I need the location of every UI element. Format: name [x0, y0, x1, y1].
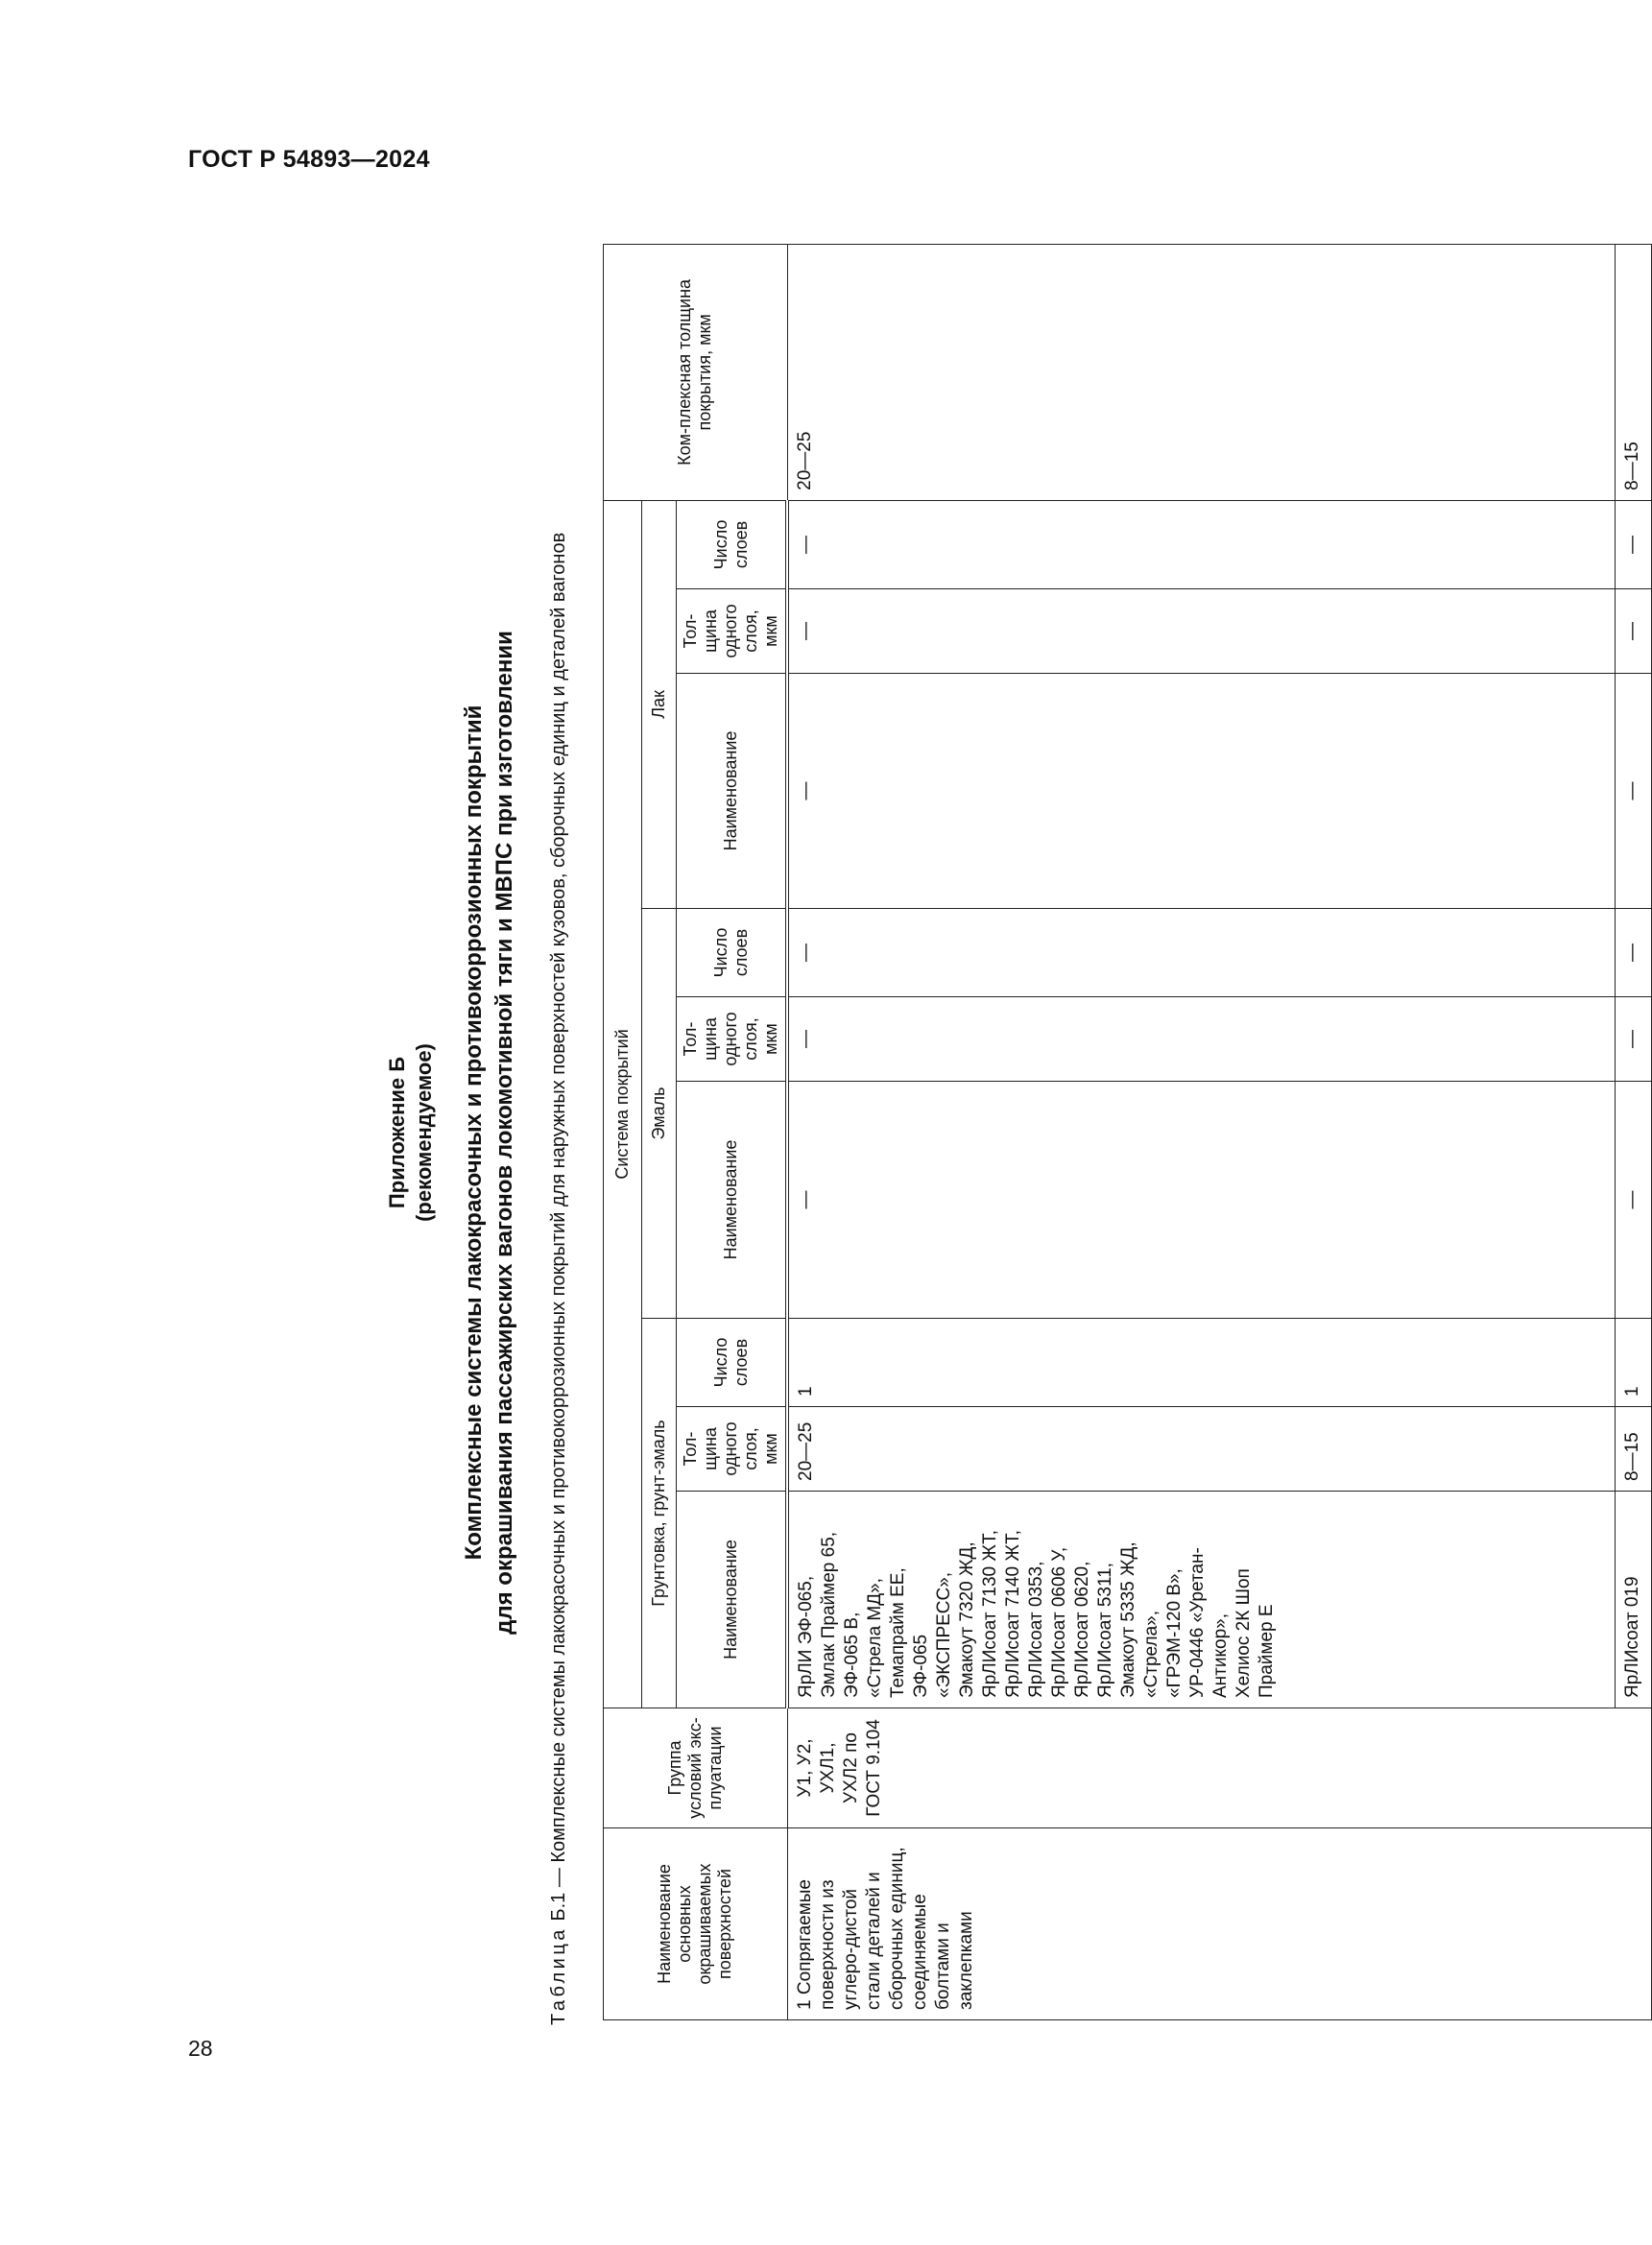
primer-name-item: ЯрЛИсоат 5311,: [1095, 1563, 1115, 1698]
main-title: [459, 240, 520, 2025]
header-total-thickness: Ком-плексная толщина покрытия, мкм: [604, 244, 788, 500]
primer-layers-cell: 1: [787, 1319, 1615, 1407]
appendix-title: Приложение Б: [385, 1056, 409, 1209]
group-cell: У1, У2, УХЛ1, УХЛ2 по ГОСТ 9.104: [787, 1708, 1651, 1828]
lacquer-name-cell: —: [1615, 674, 1651, 909]
primer-name-item: Хелиос 2К Шоп: [1233, 1568, 1254, 1698]
primer-thickness-cell: 20—25: [787, 1407, 1615, 1492]
primer-name-item: Праймер Е: [1257, 1604, 1277, 1698]
table-caption: [547, 240, 570, 2025]
primer-name-item: «ЭКСПРЕСС»,: [934, 1571, 954, 1698]
lacquer-name-cell: —: [787, 674, 1615, 909]
enamel-name-cell: —: [787, 1082, 1615, 1319]
primer-name-item: ЯрЛИсоат 7140 ЖТ,: [1003, 1530, 1023, 1698]
header-system: Система покрытий: [604, 500, 642, 1708]
surface-cell: 1 Сопрягаемые поверхности из углеро-дистой стали деталей и сборочных единиц, соединяемые болтами и заклепками: [787, 1828, 1651, 2020]
enamel-thickness-cell: —: [1615, 997, 1651, 1082]
header-group: Группа условий экс-плуатации: [604, 1708, 788, 1828]
lacquer-layers-cell: —: [1615, 500, 1651, 588]
primer-name-item: Эмакоут 5335 ЖД,: [1118, 1541, 1138, 1698]
table-caption-label: Таблица: [548, 1926, 569, 2025]
total-thickness-cell: 20—25: [787, 244, 1615, 500]
header-surfaces: Наименование основных окрашиваемых поверхностей: [604, 1828, 788, 2020]
lacquer-thickness-cell: —: [1615, 589, 1651, 674]
primer-name-item: «ГРЭМ-120 В»,: [1164, 1568, 1185, 1698]
primer-name-item: Эмакоут 7320 ЖД,: [957, 1541, 977, 1698]
main-title-line-1: Комплексные системы лакокрасочных и противокоррозионных покрытий: [461, 705, 487, 1561]
primer-name-item: ЯрЛИсоат 0353,: [1026, 1561, 1046, 1698]
coating-systems-table: [603, 244, 1652, 2020]
header-lacquer-layers: Число слоев: [677, 500, 788, 588]
table-caption-text: Б.1 — Комплексные системы лакокрасочных и противокоррозионных покрытий для наружных поверхностей кузовов, сборочных единиц и деталей вагонов: [548, 532, 569, 1922]
header-lacquer: Лак: [642, 500, 677, 908]
header-row-1: [604, 244, 642, 2019]
appendix-heading: [384, 240, 438, 2025]
header-enamel-thickness: Тол-щина одного слоя, мкм: [677, 997, 788, 1082]
header-enamel-layers: Число слоев: [677, 909, 788, 997]
primer-name-item: УР-0446 «Уретан-: [1187, 1547, 1208, 1698]
primer-name-item: Антикор»,: [1210, 1613, 1231, 1698]
header-primer-layers: Число слоев: [677, 1319, 788, 1407]
document-code: ГОСТ Р 54893—2024: [188, 146, 430, 173]
primer-name-item: Эмлак Праймер 65,: [819, 1531, 839, 1698]
header-primer-thickness: Тол-щина одного слоя, мкм: [677, 1407, 788, 1492]
enamel-layers-cell: —: [1615, 909, 1651, 997]
landscape-content: [365, 240, 1642, 2025]
primer-name-item: ЯрЛИ ЭФ-065,: [796, 1575, 816, 1698]
page-number: 28: [188, 2036, 213, 2061]
header-primer: Грунтовка, грунт-эмаль: [642, 1319, 677, 1708]
primer-name-item: Темапрайм ЕЕ,: [888, 1567, 908, 1698]
main-title-line-2: для окрашивания пассажирских вагонов локомотивной тяги и МВПС при изготовлении: [491, 631, 517, 1635]
primer-name-item: «Стрела МД»,: [865, 1578, 885, 1698]
table-row: [787, 244, 1615, 2019]
primer-name-item: ЯрЛИсоат 7130 ЖТ,: [980, 1530, 1000, 1698]
enamel-name-cell: —: [1615, 1082, 1651, 1319]
primer-name-item: ЯрЛИсоат 0620,: [1072, 1561, 1092, 1698]
primer-names-cell: [787, 1492, 1615, 1708]
header-lacquer-thickness: Тол-щина одного слоя, мкм: [677, 589, 788, 674]
primer-name-item: ЭФ-065 В,: [842, 1612, 862, 1698]
primer-layers-cell: 1: [1615, 1319, 1651, 1407]
header-primer-name: Наименование: [677, 1492, 788, 1708]
appendix-status: (рекомендуемое): [412, 1043, 436, 1222]
primer-name-item: «Стрела»,: [1141, 1611, 1161, 1698]
header-enamel-name: Наименование: [677, 1082, 788, 1319]
primer-names-cell: ЯрЛИсоат 019: [1615, 1492, 1651, 1708]
primer-thickness-cell: 8—15: [1615, 1407, 1651, 1492]
total-thickness-cell: 8—15: [1615, 244, 1651, 500]
lacquer-thickness-cell: —: [787, 589, 1615, 674]
primer-name-item: ЭФ-065: [911, 1634, 931, 1698]
enamel-thickness-cell: —: [787, 997, 1615, 1082]
enamel-layers-cell: —: [787, 909, 1615, 997]
header-enamel: Эмаль: [642, 909, 677, 1319]
primer-name-item: ЯрЛИсоат 0606 У,: [1049, 1546, 1069, 1698]
header-lacquer-name: Наименование: [677, 674, 788, 909]
lacquer-layers-cell: —: [787, 500, 1615, 588]
